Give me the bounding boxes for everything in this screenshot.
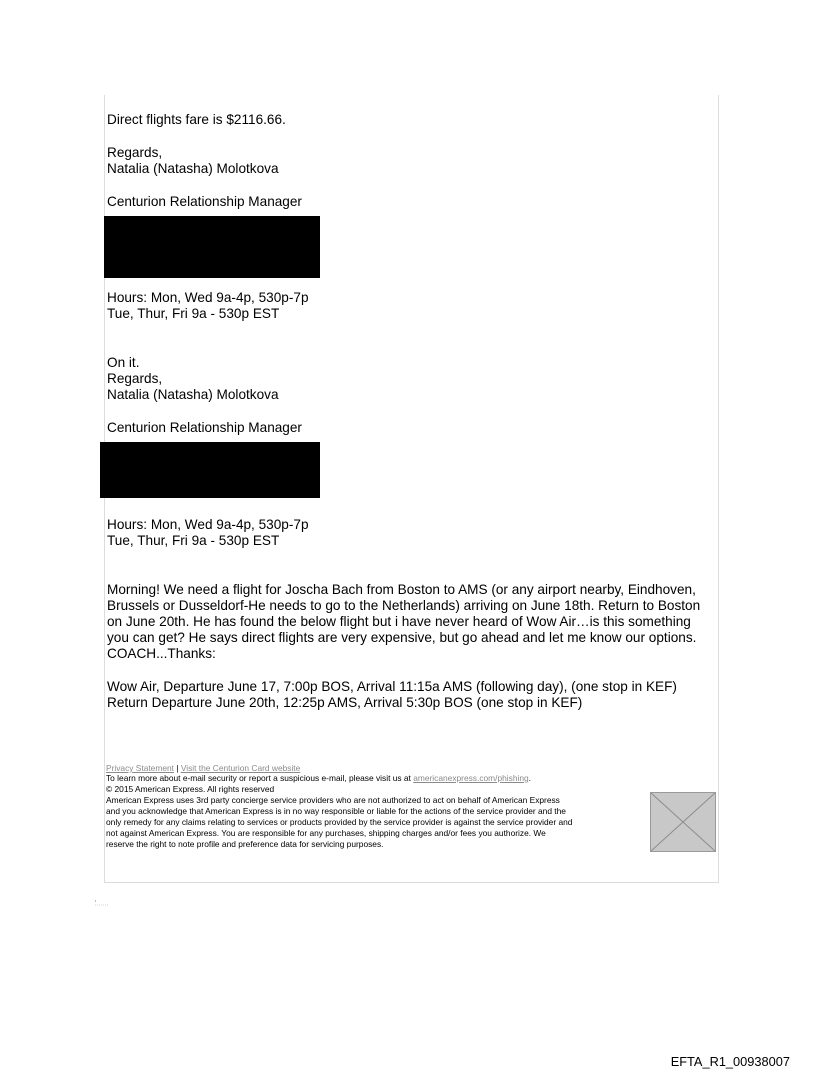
disclaimer-line-4: not against American Express. You are responsible for any purchases, shipping charges and/or fees you authorize. We <box>106 828 546 838</box>
request-line-3: on June 20th. He has found the below flight but i have never heard of Wow Air…is this something <box>107 614 691 629</box>
disclaimer-line-2: and you acknowledge that American Express is in no way responsible or liable for the actions of the service provider and the <box>106 806 566 816</box>
disclaimer-line-1: American Express uses 3rd party concierge service providers who are not authorized to act on behalf of American Express <box>106 795 560 805</box>
hours-line-2: Tue, Thur, Fri 9a - 530p EST <box>107 533 280 548</box>
request-line-4: you can get? He says direct flights are very expensive, but go ahead and let me know our options. <box>107 630 697 645</box>
ack-text: On it. <box>107 355 140 370</box>
disclaimer-line-3: only remedy for any claims relating to services or products provided by the service provider is against the service provider and <box>106 817 573 827</box>
signature-title: Centurion Relationship Manager <box>107 420 302 435</box>
security-text: To learn more about e-mail security or report a suspicious e-mail, please visit us at <box>106 773 411 783</box>
stray-mark <box>94 900 110 906</box>
document-id: EFTA_R1_00938007 <box>670 1054 790 1069</box>
image-placeholder-icon <box>651 793 715 851</box>
regards-text: Regards, <box>107 371 163 386</box>
redaction-block <box>100 442 320 498</box>
flight-line-1: Wow Air, Departure June 17, 7:00p BOS, Arrival 11:15a AMS (following day), (one stop in KEF) <box>107 679 677 694</box>
flight-line-2: Return Departure June 20th, 12:25p AMS, Arrival 5:30p BOS (one stop in KEF) <box>107 695 583 710</box>
security-end: . <box>528 773 531 783</box>
disclaimer-line-5: reserve the right to note profile and preference data for servicing purposes. <box>106 839 384 849</box>
centurion-website-link[interactable]: Visit the Centurion Card website <box>180 763 301 773</box>
hours-line-1: Hours: Mon, Wed 9a-4p, 530p-7p <box>107 517 309 532</box>
copyright-text: © 2015 American Express. All rights reserved <box>106 784 275 794</box>
request-line-1: Morning! We need a flight for Joscha Bach from Boston to AMS (or any airport nearby, Eindhoven, <box>107 582 696 597</box>
signature-title: Centurion Relationship Manager <box>107 194 302 209</box>
hours-line-1: Hours: Mon, Wed 9a-4p, 530p-7p <box>107 290 309 305</box>
fare-text: Direct flights fare is $2116.66. <box>107 112 286 127</box>
request-line-5: COACH...Thanks: <box>107 646 216 661</box>
signature-name: Natalia (Natasha) Molotkova <box>107 387 279 402</box>
phishing-link[interactable]: americanexpress.com/phishing <box>413 773 529 783</box>
footer-links <box>106 763 300 774</box>
footer-separator: | <box>176 763 179 773</box>
request-line-2: Brussels or Dusseldorf-He needs to go to the Netherlands) arriving on June 18th. Return to Boston <box>107 598 701 613</box>
signature-name: Natalia (Natasha) Molotkova <box>107 161 279 176</box>
redaction-block <box>104 216 320 278</box>
privacy-statement-link[interactable]: Privacy Statement <box>106 763 174 773</box>
security-notice <box>106 773 531 784</box>
regards-text: Regards, <box>107 145 163 160</box>
broken-image-placeholder <box>650 792 716 852</box>
hours-line-2: Tue, Thur, Fri 9a - 530p EST <box>107 306 280 321</box>
